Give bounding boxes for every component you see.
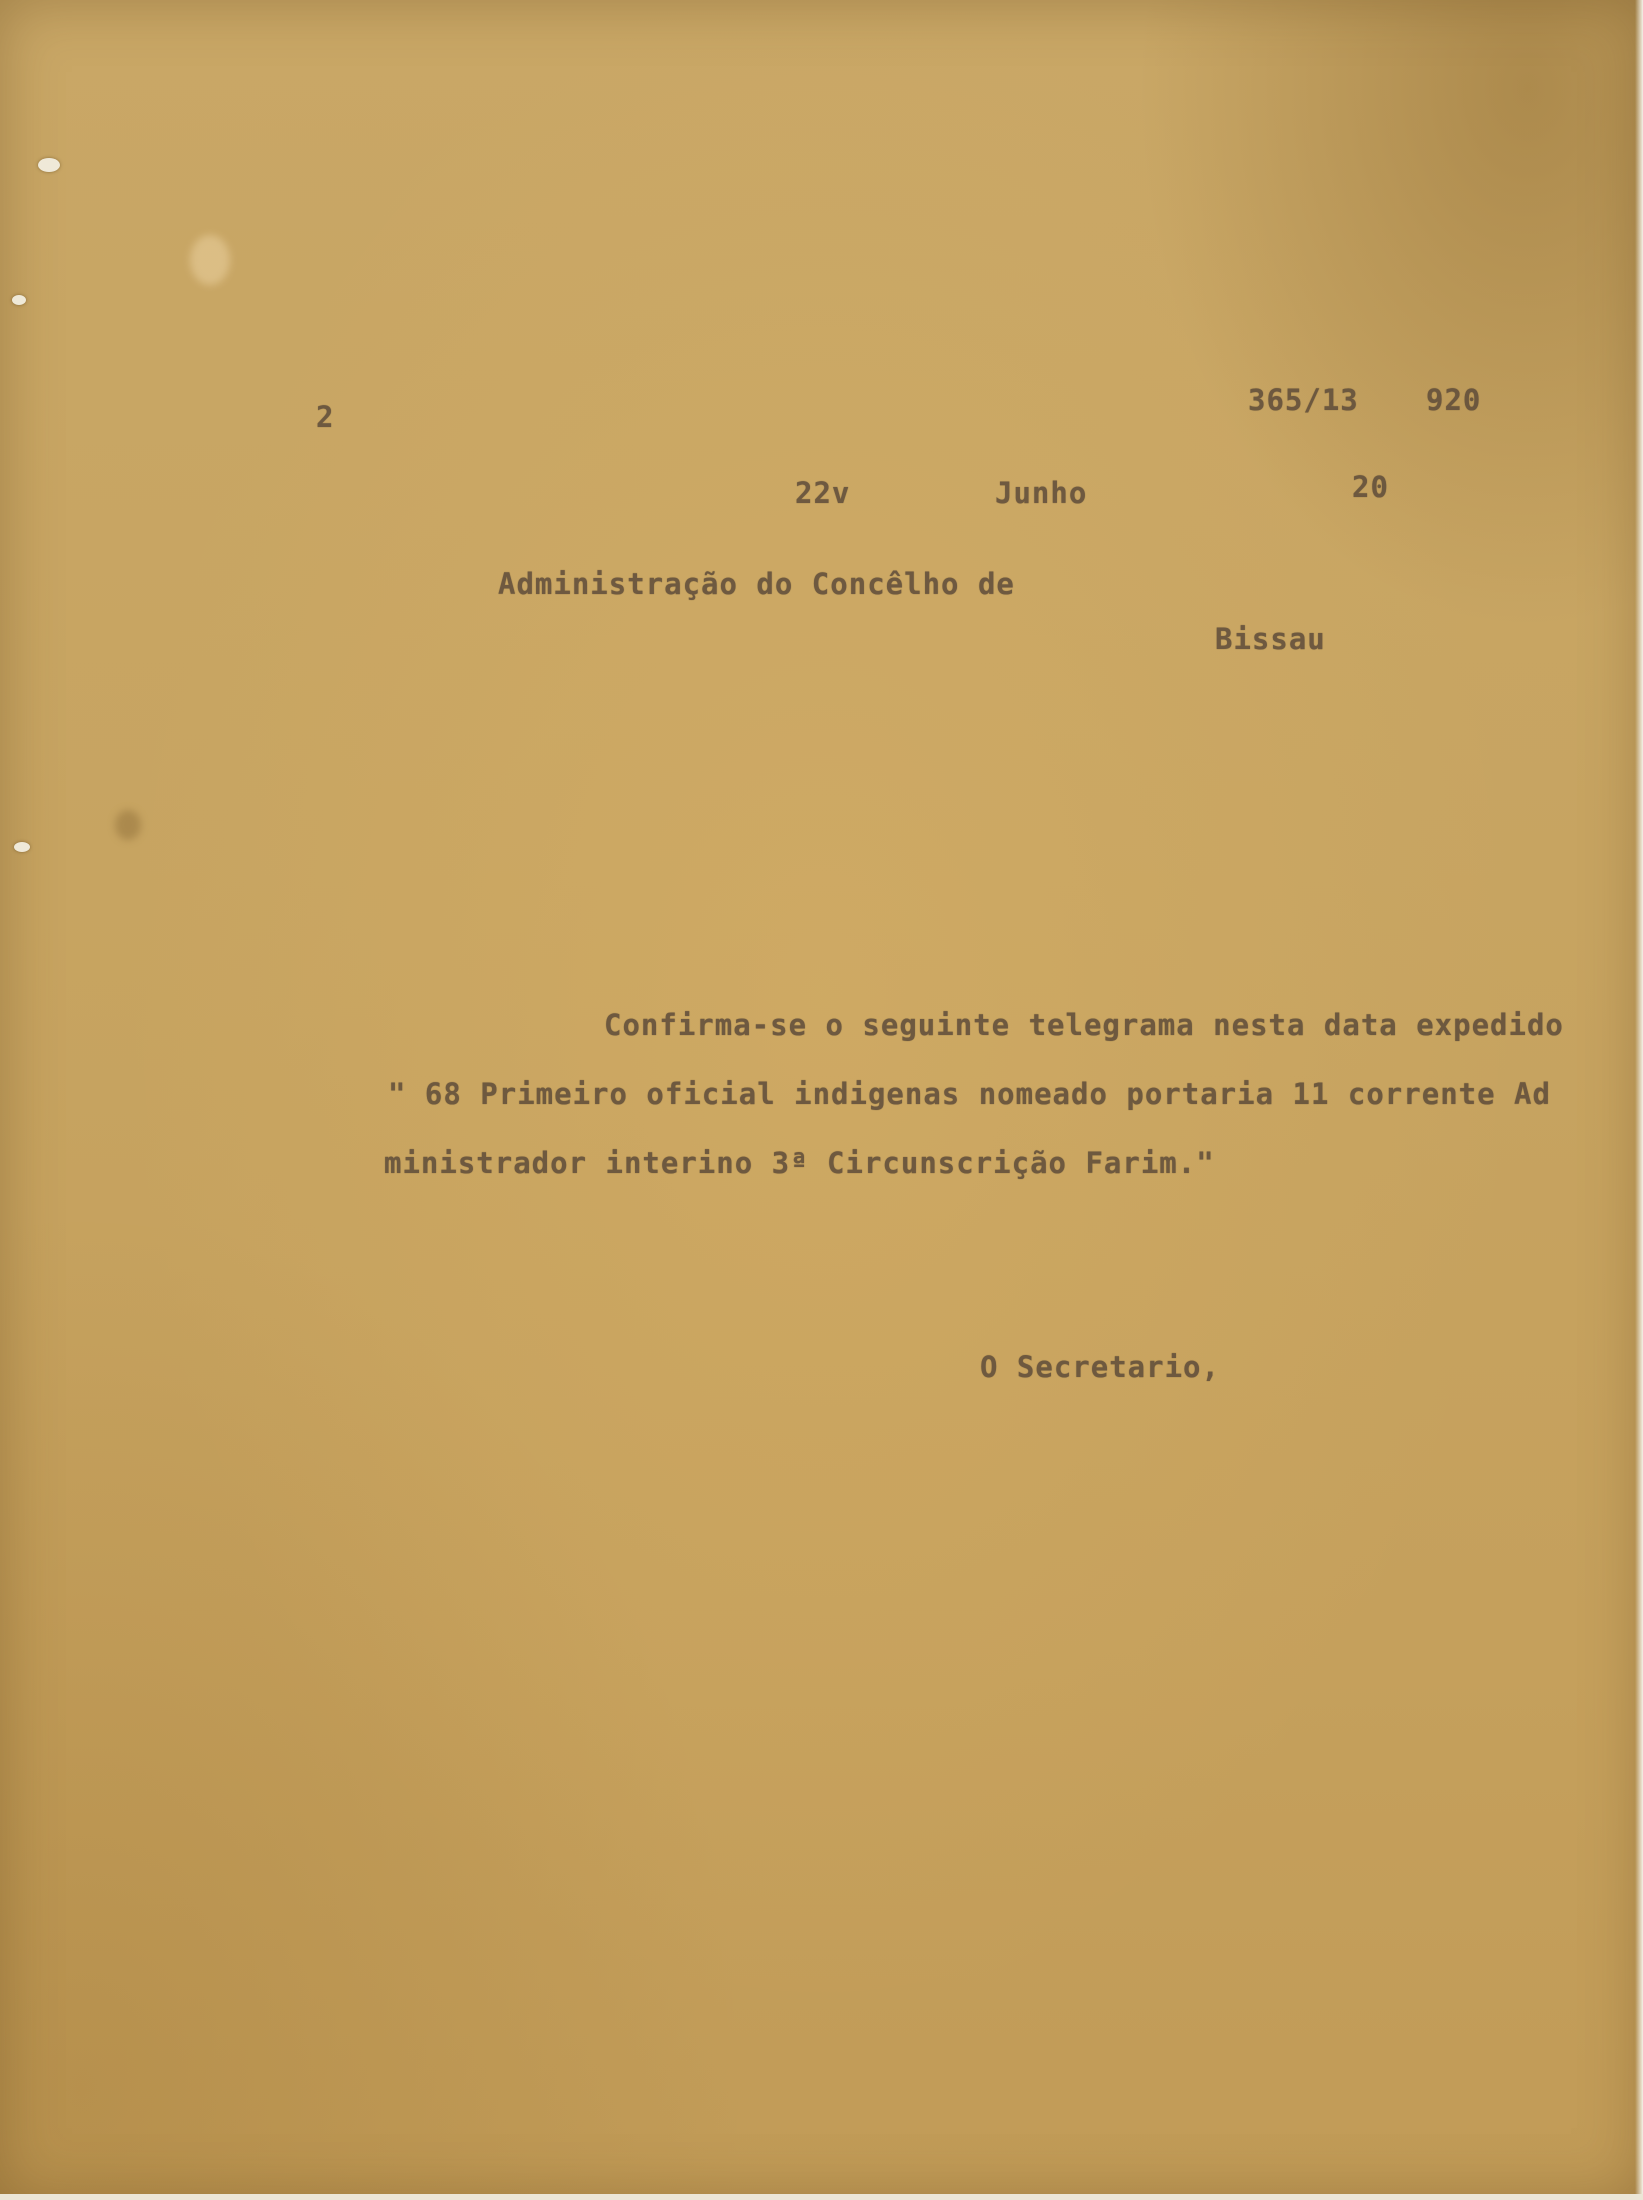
punch-hole-top	[38, 158, 60, 172]
paper-edge-right	[1635, 0, 1643, 2200]
body-line-1: Confirma-se o seguinte telegrama nesta data expedido	[604, 1008, 1564, 1042]
reference-number: 365/13	[1248, 383, 1359, 417]
page-number: 2	[316, 400, 335, 434]
body-line-2: " 68 Primeiro oficial indigenas nomeado portaria 11 corrente Ad	[388, 1077, 1551, 1111]
paper-stain	[190, 235, 230, 285]
series-number: 920	[1426, 383, 1482, 417]
date-day: 22v	[795, 476, 851, 510]
signature-label: O Secretario,	[980, 1350, 1220, 1384]
punch-hole-bottom	[14, 842, 30, 852]
paper-edge-bottom	[0, 2194, 1643, 2200]
body-line-3: ministrador interino 3ª Circunscrição Farim."	[384, 1146, 1215, 1180]
addressee-line-2: Bissau	[1215, 622, 1326, 656]
date-year: 20	[1352, 470, 1389, 504]
paper-stain	[115, 810, 141, 840]
punch-hole-middle	[12, 295, 26, 305]
date-month: Junho	[995, 476, 1088, 510]
addressee-line-1: Administração do Concêlho de	[498, 567, 1015, 601]
